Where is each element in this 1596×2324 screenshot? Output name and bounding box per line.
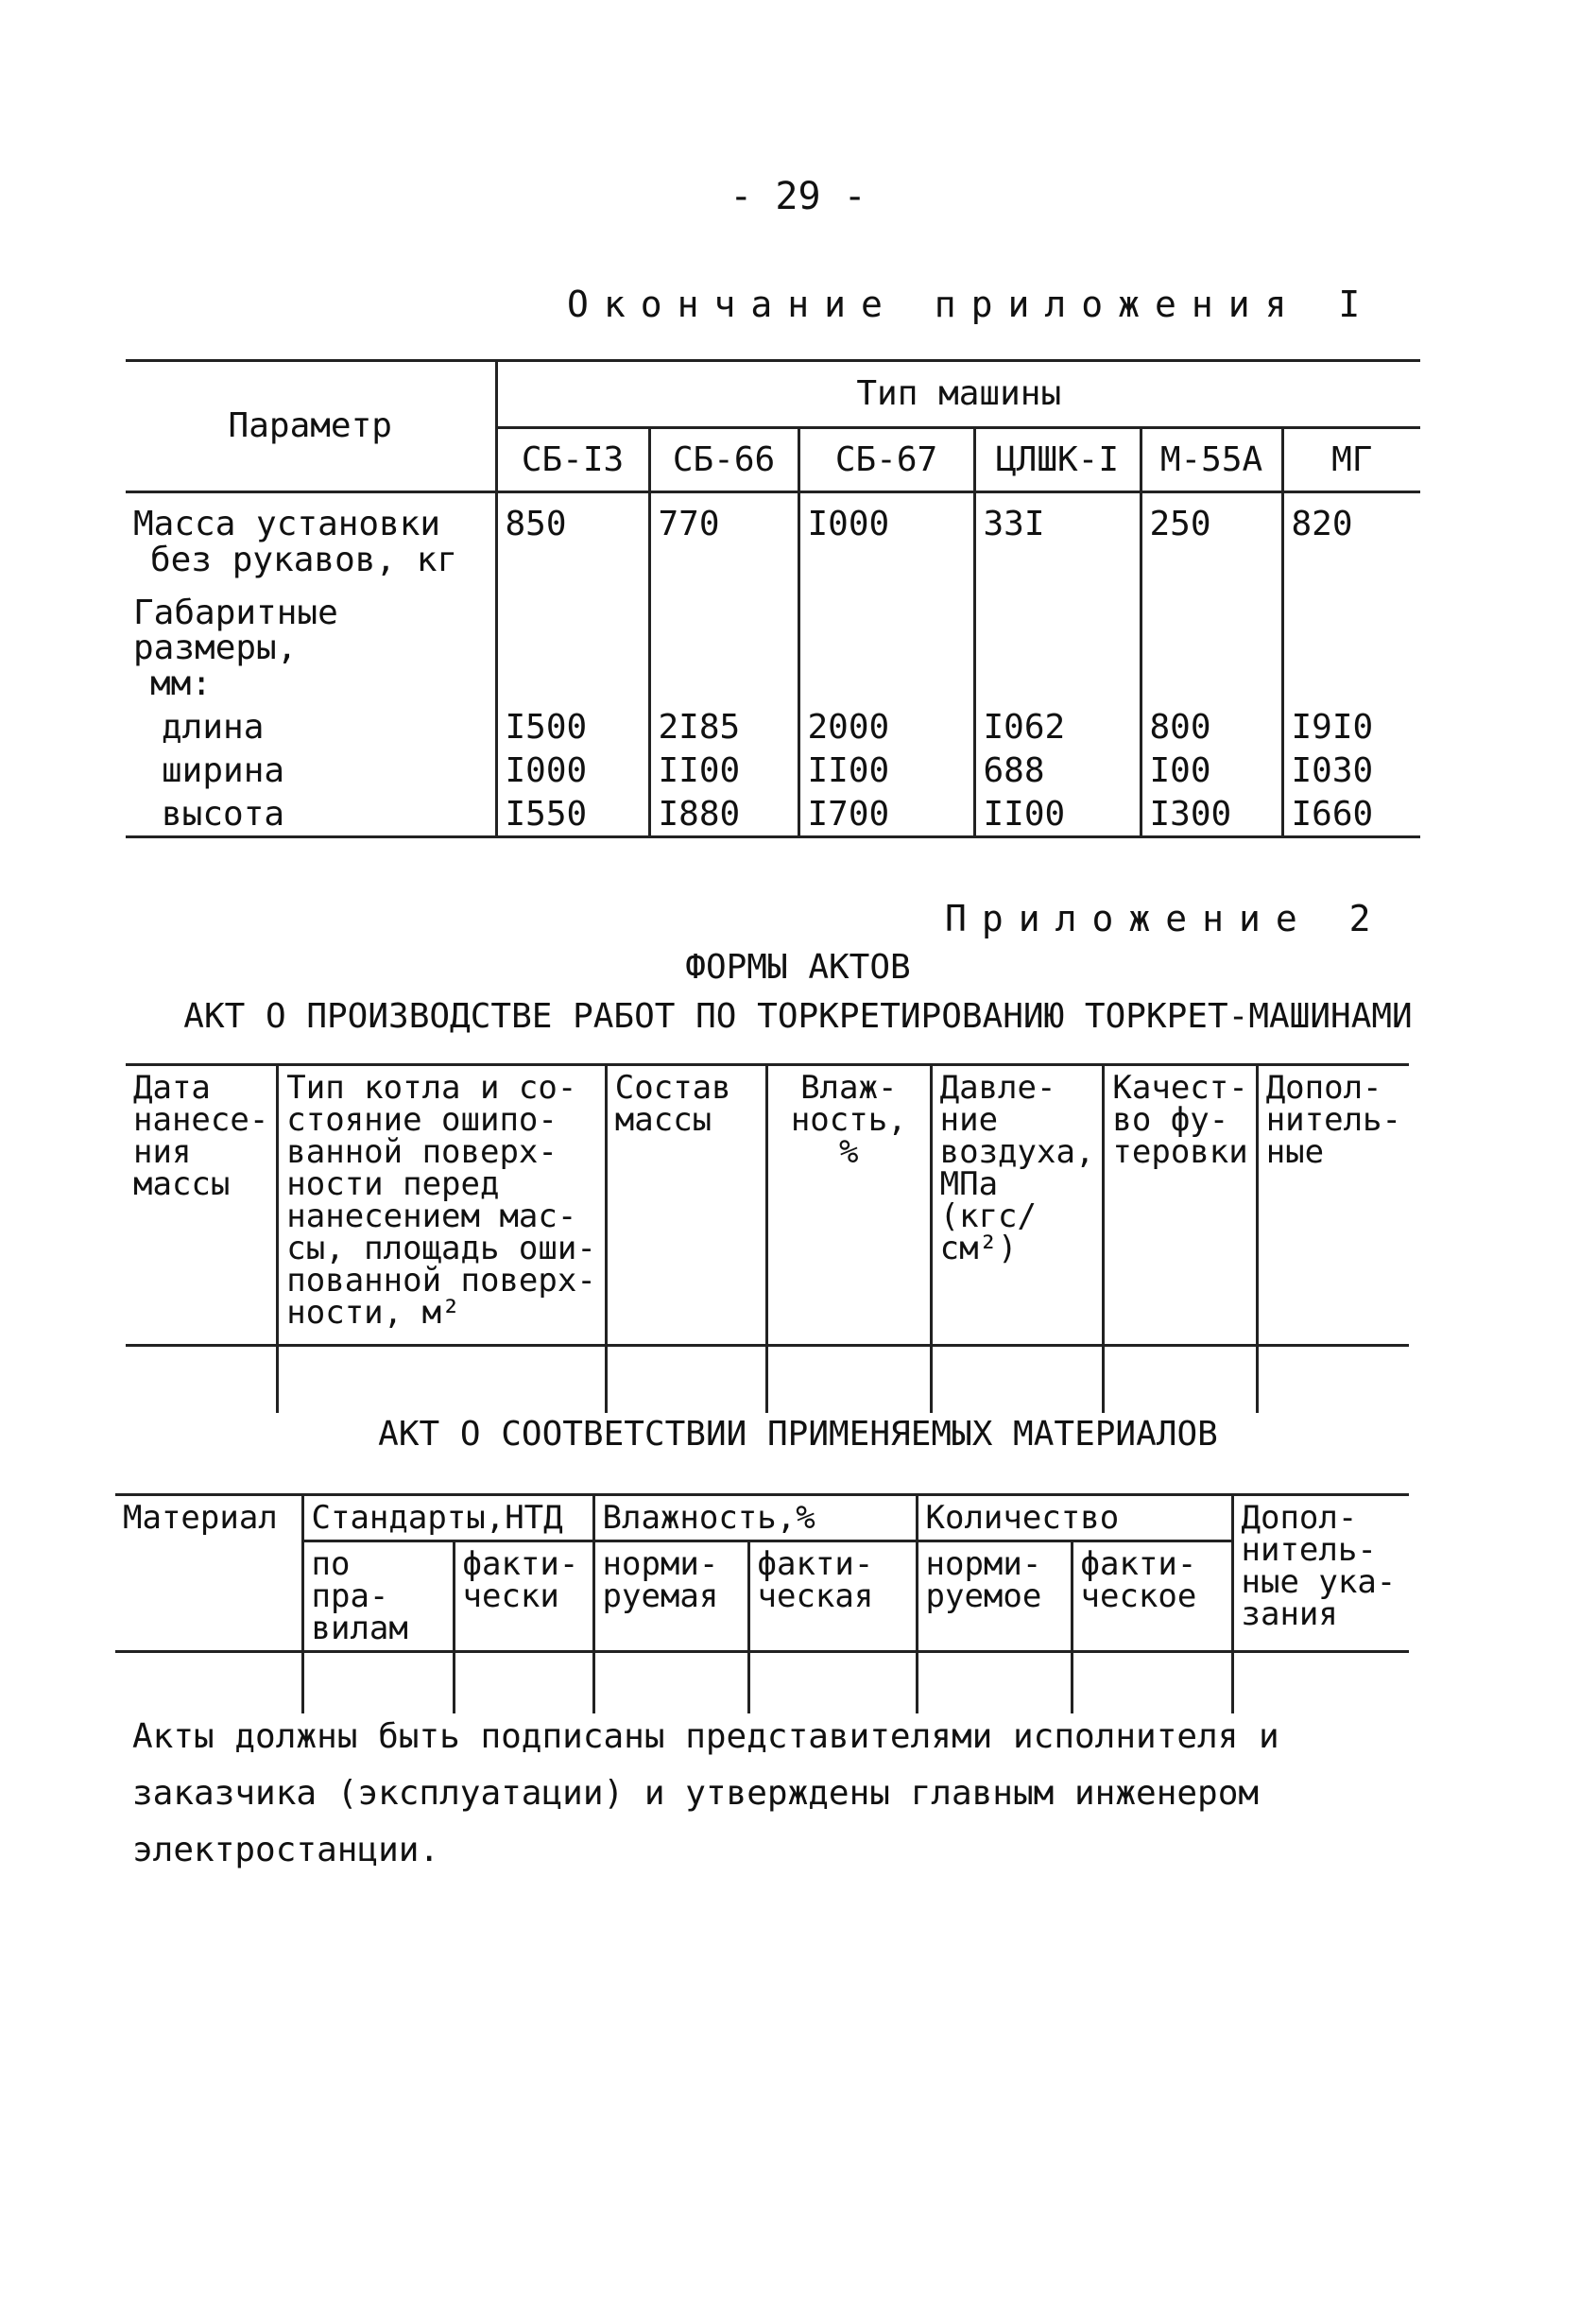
width-value: I00 — [1141, 749, 1282, 793]
length-label: длина — [162, 707, 265, 747]
length-value: I9I0 — [1282, 706, 1420, 749]
machine-col-2: СБ-66 — [649, 428, 798, 492]
col-humidity: Влажность,% — [593, 1495, 917, 1541]
appendix1-title: Окончание приложения I — [567, 284, 1376, 325]
mass-value: 250 — [1141, 492, 1282, 582]
machine-specs-table — [126, 359, 1420, 838]
height-value: I550 — [496, 793, 649, 837]
col-air-pressure: Давле- ние воздуха, МПа (кгс/см²) — [931, 1065, 1104, 1346]
mass-value: 850 — [496, 492, 649, 582]
machine-col-3: СБ-67 — [798, 428, 974, 492]
height-value: I300 — [1141, 793, 1282, 837]
mass-value: I000 — [798, 492, 974, 582]
height-value: II00 — [974, 793, 1141, 837]
col-quantity: Количество — [917, 1495, 1232, 1541]
col-standards-rule: по пра- вилам — [302, 1541, 454, 1652]
machine-col-1: СБ-I3 — [496, 428, 649, 492]
closing-paragraph: Акты должны быть подписаны представителями исполнителя и заказчика (эксплуатации) и утверждены главным инженером электростанции. — [132, 1717, 1279, 1869]
width-value: II00 — [649, 749, 798, 793]
height-value: I700 — [798, 793, 974, 837]
col-lining-quality: Качест- во фу- теровки — [1104, 1065, 1257, 1346]
act1-table — [126, 1063, 1409, 1413]
page-number: - 29 - — [729, 175, 867, 218]
mass-value: 820 — [1282, 492, 1420, 582]
col-additional: Допол- нитель- ные — [1257, 1065, 1409, 1346]
col-extra: Допол- нитель- ные ука- зания — [1232, 1495, 1409, 1652]
col-standards-fact: факти- чески — [454, 1541, 593, 1652]
machine-col-5: М-55А — [1141, 428, 1282, 492]
col-boiler-type: Тип котла и со- стояние ошипо- ванной поверх- ности перед нанесением мас- сы, площадь оши- пованной поверх- ности, м² — [278, 1065, 607, 1346]
height-label: высота — [126, 793, 496, 837]
machine-col-4: ЦЛШК-I — [974, 428, 1141, 492]
dims-unit: мм: — [150, 664, 213, 704]
act2-table — [115, 1493, 1409, 1713]
col-quantity-norm: норми- руемое — [917, 1541, 1072, 1652]
col-material: Материал — [115, 1495, 302, 1652]
dims-label: Габаритные размеры, — [133, 593, 338, 668]
col-humidity-norm: норми- руемая — [593, 1541, 748, 1652]
col-mass-composition: Состав массы — [606, 1065, 766, 1346]
length-value: 2I85 — [649, 706, 798, 749]
appendix2-title: Приложение 2 — [945, 898, 1386, 939]
col-date: Дата нанесе- ния массы — [126, 1065, 278, 1346]
width-value: I030 — [1282, 749, 1420, 793]
col-humidity-fact: факти- ческая — [748, 1541, 917, 1652]
length-value: 800 — [1141, 706, 1282, 749]
mass-value: 33I — [974, 492, 1141, 582]
length-value: I500 — [496, 706, 649, 749]
height-value: I660 — [1282, 793, 1420, 837]
length-value: I062 — [974, 706, 1141, 749]
width-value: 688 — [974, 749, 1141, 793]
act1-title: АКТ О ПРОИЗВОДСТВЕ РАБОТ ПО ТОРКРЕТИРОВАНИЮ ТОРКРЕТ-МАШИНАМИ — [183, 997, 1413, 1036]
col-humidity: Влаж- ность, % — [766, 1065, 931, 1346]
width-value: II00 — [798, 749, 974, 793]
col-quantity-fact: факти- ческое — [1072, 1541, 1232, 1652]
width-value: I000 — [496, 749, 649, 793]
col-standards: Стандарты,НТД — [302, 1495, 593, 1541]
height-value: I880 — [649, 793, 798, 837]
mass-label: Масса установки — [133, 505, 441, 543]
length-value: 2000 — [798, 706, 974, 749]
act2-title: АКТ О СООТВЕТСТВИИ ПРИМЕНЯЕМЫХ МАТЕРИАЛОВ — [378, 1415, 1218, 1454]
machine-col-6: МГ — [1282, 428, 1420, 492]
mass-label-2: без рукавов, кг — [150, 540, 458, 579]
forms-title: ФОРМЫ АКТОВ — [685, 948, 911, 987]
machine-type-header: Тип машины — [496, 361, 1420, 428]
width-label: ширина — [162, 750, 285, 790]
param-header: Параметр — [126, 361, 496, 492]
mass-value: 770 — [649, 492, 798, 582]
